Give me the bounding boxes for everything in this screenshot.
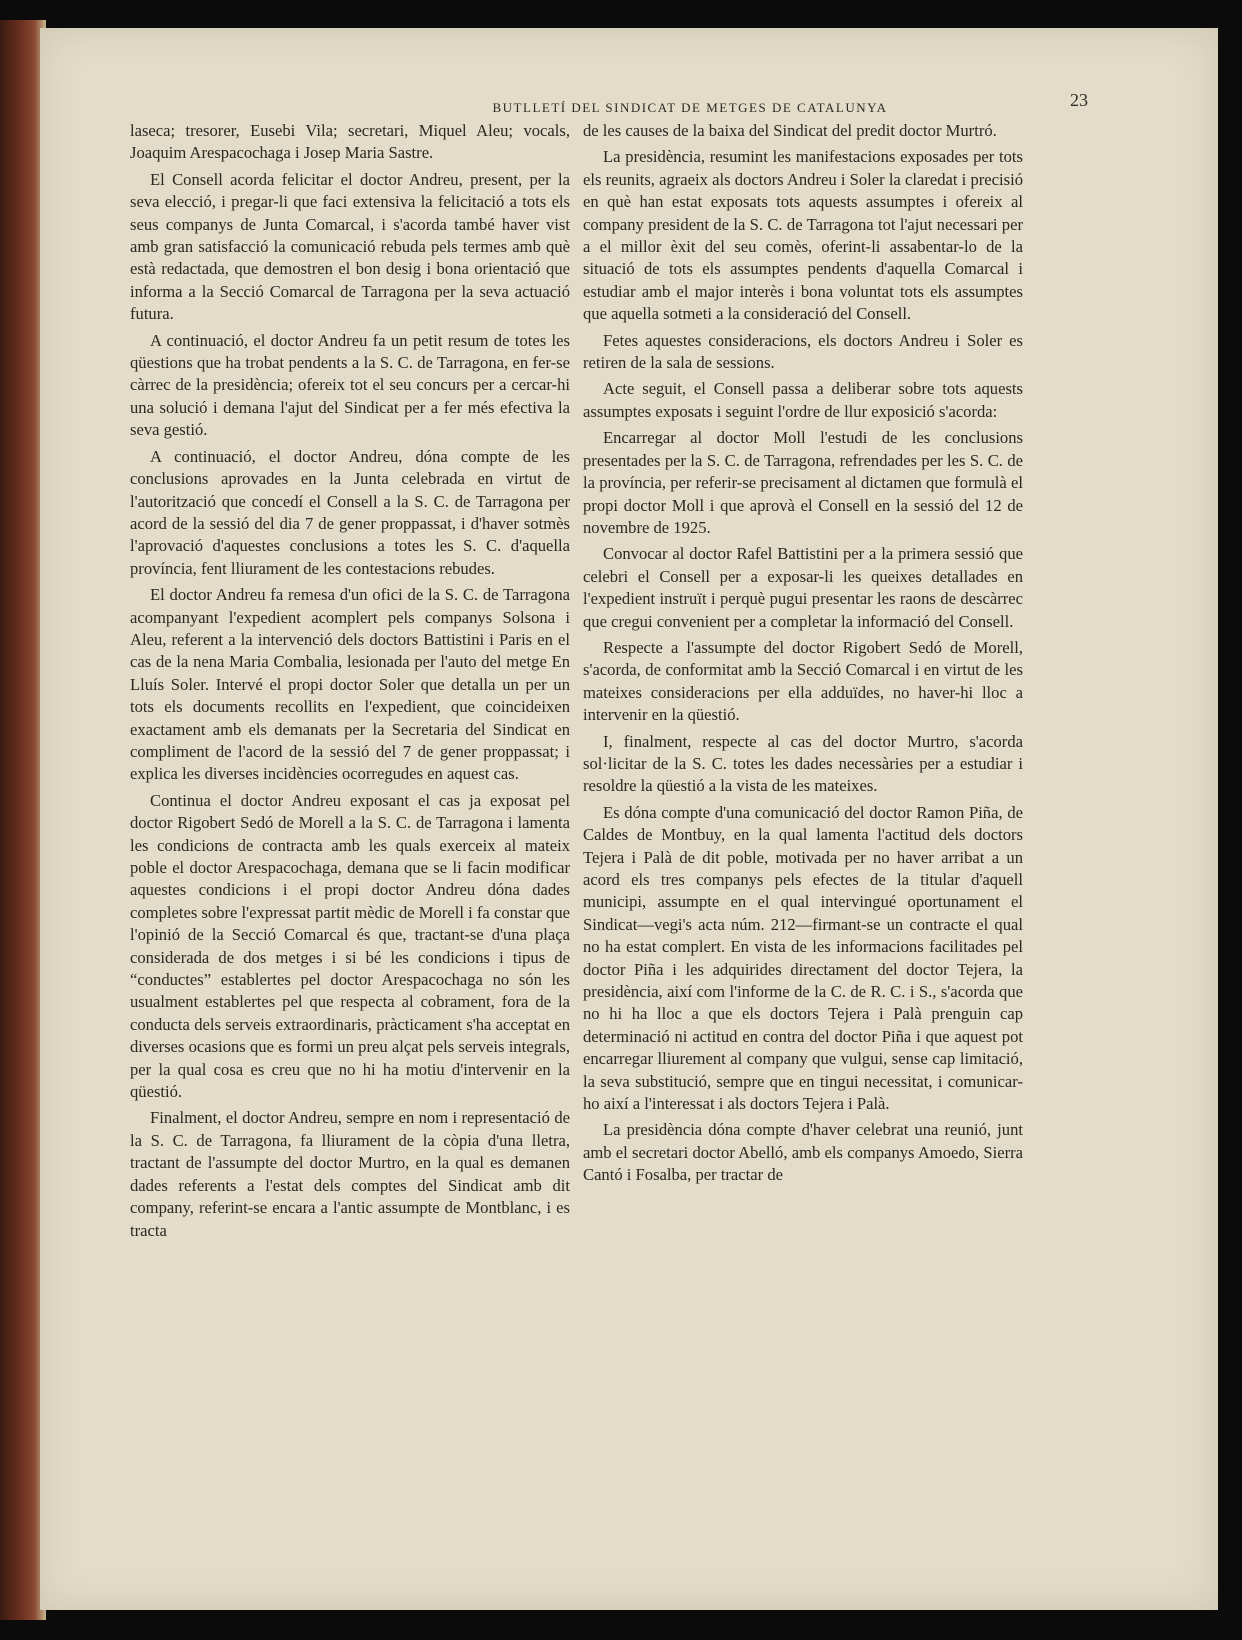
left-column — [130, 120, 570, 1246]
paragraph: A continuació, el doctor Andreu fa un petit resum de totes les qüestions que ha trobat pendents a la S. C. de Tarragona, en fer-se càrrec de la presidència; ofereix tot el seu concurs per a cercar-hi una solució i demana l'ajut del Sindicat per a fer més efectiva la seva gestió. — [130, 330, 570, 440]
paragraph: La presidència, resumint les manifestacions exposades per tots els reunits, agraeix als doctors Andreu i Soler la claredat i precisió en què han estat exposats tots aquests assumptes i ofereix al company president de la S. C. de Tarragona tot l'ajut necessari per a el millor èxit del seu comès, oferint-li assabentar-lo de la situació de tots els assumptes pendents d'aquella Comarcal i estudiar amb el major interès i bona voluntat tots els assumptes que aquella sotmeti a la consideració del Consell. — [583, 147, 1023, 324]
paragraph: Es dóna compte d'una comunicació del doctor Ramon Piña, de Caldes de Montbuy, en la qual lamenta l'actitud dels doctors Tejera i Palà de dit poble, motivada per no haver arribat a un acord els tres companys pels efectes de la titular d'aquell municipi, assumpte en el qual intervingué oportunament el Sindicat—vegi's acta núm. 212—firmant-se un contracte el qual no ha estat complert. En vista de les informacions facilitades pel doctor Piña i les adquirides directament del doctor Tejera, la presidència, així com l'informe de la C. de R. C. i S., s'acorda que no hi ha lloc a que els doctors Tejera i Palà prenguin cap determinació ni actitud en contra del doctor Piña i que aquest pot encarregar lliurement al company que vulgui, sense cap limitació, la seva substitució, sempre que en tingui necessitat, i comunicar-ho així a l'interessat i als doctors Tejera i Palà. — [583, 802, 1023, 1114]
paragraph: Fetes aquestes consideracions, els doctors Andreu i Soler es retiren de la sala de sessions. — [583, 330, 1023, 373]
paragraph: de les causes de la baixa del Sindicat del predit doctor Murtró. — [583, 121, 997, 140]
paragraph: El Consell acorda felicitar el doctor Andreu, present, per la seva elecció, i pregar-li que faci extensiva la felicitació a tots els seus companys de Junta Comarcal, i s'acorda també haver vist amb gran satisfacció la comunicació rebuda pels termes amb què està redactada, que demostren el bon desig i bona orientació que informa a la Secció Comarcal de Tarragona per la seva actuació futura. — [130, 169, 570, 324]
paragraph: Encarregar al doctor Moll l'estudi de les conclusions presentades per la S. C. de Tarragona, refrendades per les S. C. de la província, per referir-se precisament al dictamen que formulà el propi doctor Moll i que aprovà el Consell en la sessió del 12 de novembre de 1925. — [583, 428, 1023, 537]
paragraph: Acte seguit, el Consell passa a deliberar sobre tots aquests assumptes exposats i seguint l'ordre de llur exposició s'acorda: — [583, 379, 1023, 421]
paragraph: Continua el doctor Andreu exposant el cas ja exposat pel doctor Rigobert Sedó de Morell a la S. C. de Tarragona i lamenta les condicions de contracta amb les quals exerceix al mateix poble el doctor Arespacochaga, demana que se li facin modificar aquestes condicions i el propi doctor Andreu dóna dades completes sobre l'expressat partit mèdic de Morell i fa constar que l'opinió de la Secció Comarcal és que, tractant-se d'una plaça considerada de dos metges i si bé les condicions i tipus de “conductes” establertes pel doctor Arespacochaga no són les usualment establertes pel que respecta al cobrament, fora de la conducta dels serveis extraordinaris, pràcticament s'ha acceptat en diverses ocasions que es formi un preu alçat pels serveis integrals, per la qual cosa es creu que no hi ha motiu d'intervenir en la qüestió. — [130, 790, 570, 1102]
paragraph: La presidència dóna compte d'haver celebrat una reunió, junt amb el secretari doctor Abelló, amb els companys Amoedo, Sierra Cantó i Fosalba, per tractar de — [583, 1120, 1023, 1185]
paragraph: Respecte a l'assumpte del doctor Rigobert Sedó de Morell, s'acorda, de conformitat amb la Secció Comarcal i en virtut de les mateixes consideracions per ella adduïdes, no haver-hi lloc a intervenir en la qüestió. — [583, 637, 1023, 725]
paragraph: El doctor Andreu fa remesa d'un ofici de la S. C. de Tarragona acompanyant l'expedient acomplert pels companys Solsona i Aleu, referent a la intervenció dels doctors Battistini i Paris en el cas de la nena Maria Combalia, lesionada per l'auto del metge En Lluís Soler. Intervé el propi doctor Soler que detalla un per un tots els documents recollits en l'expedient, que coincideixen exactament amb els demanats per la Secretaria del Sindicat en compliment de l'acord de la sessió del 7 de gener proppassat; i explica les diverses incidències ocorregudes en aquest cas. — [130, 585, 570, 784]
paragraph: Convocar al doctor Rafel Battistini per a la primera sessió que celebri el Consell per a exposar-li les queixes detallades en l'expedient instruït i perquè pugui presentar les raons de descàrrec que cregui convenient per a completar la informació del Consell. — [583, 544, 1023, 631]
paragraph: laseca; tresorer, Eusebi Vila; secretari, Miquel Aleu; vocals, Joaquim Arespacochaga i Josep Maria Sastre. — [130, 121, 570, 163]
paragraph: Finalment, el doctor Andreu, sempre en nom i representació de la S. C. de Tarragona, fa lliurament de la còpia d'una lletra, tractant de l'assumpte del doctor Murtro, en la qual es demanen dades referents a l'estat dels comptes del Sindicat amb dit company, referint-se encara a l'antic assumpte de Montblanc, i es tracta — [130, 1108, 570, 1240]
paragraph: I, finalment, respecte al cas del doctor Murtro, s'acorda sol·licitar de la S. C. totes les dades necessàries per a estudiar i resoldre la qüestió a la vista de les mateixes. — [583, 731, 1023, 796]
right-column — [583, 120, 1023, 1191]
page-number: 23 — [1070, 90, 1088, 110]
running-head: BUTLLETÍ DEL SINDICAT DE METGES DE CATALUNYA — [492, 100, 888, 115]
paragraph: A continuació, el doctor Andreu, dóna compte de les conclusions aprovades en la Junta celebrada en virtut de l'autorització que concedí el Consell a la S. C. de Tarragona per acord de la sessió del dia 7 de gener proppassat, i d'haver sotmès l'aprovació d'aquestes conclusions a totes les S. C. d'aquella província, fent lliurament de les contestacions rebudes. — [130, 446, 570, 578]
